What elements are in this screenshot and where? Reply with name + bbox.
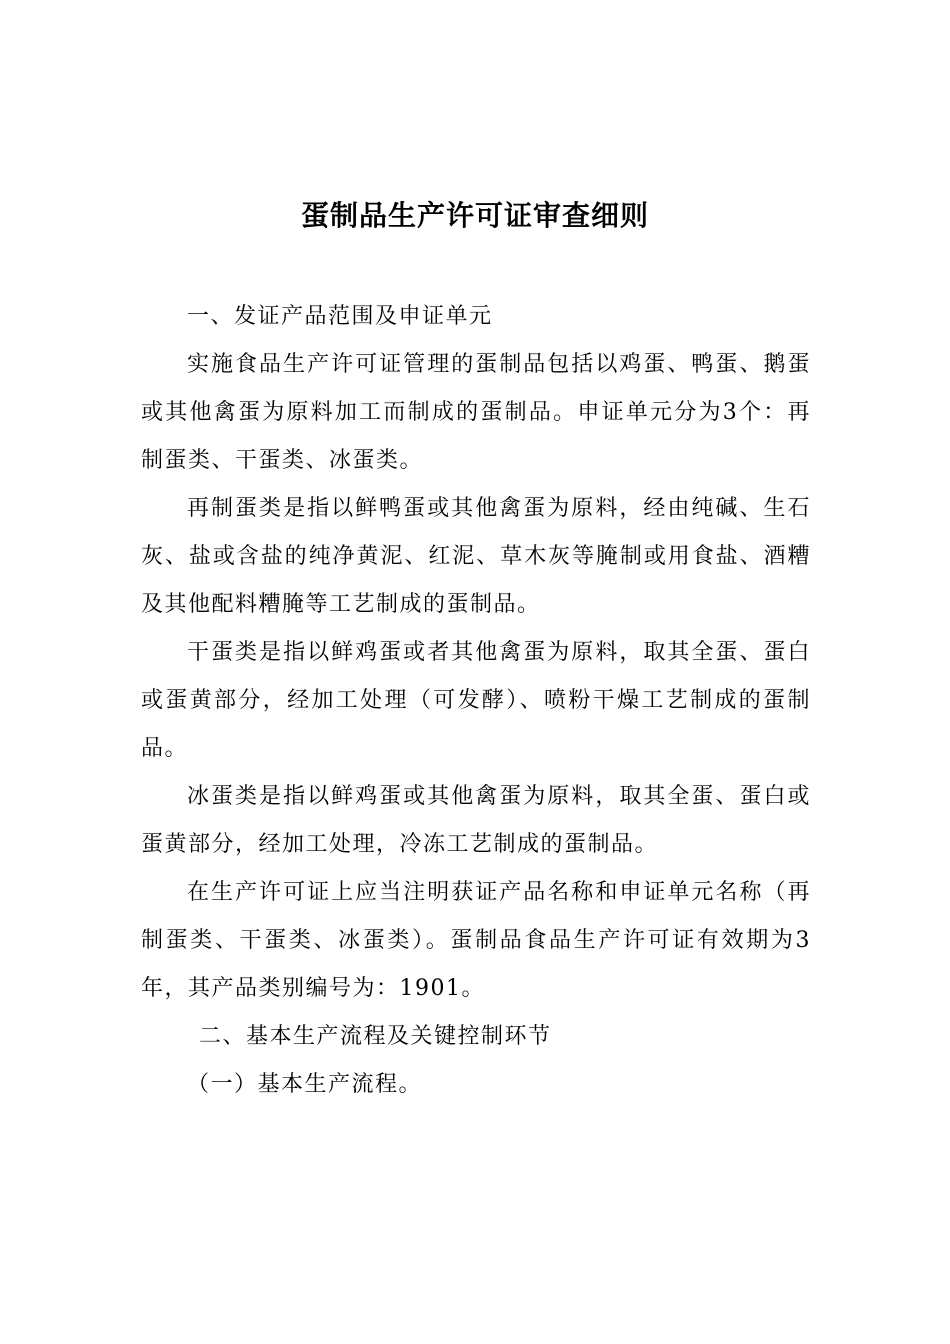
paragraph-dried-eggs: 干蛋类是指以鲜鸡蛋或者其他禽蛋为原料，取其全蛋、蛋白或蛋黄部分，经加工处理（可发酵）、喷粉干燥工艺制成的蛋制品。 — [141, 640, 811, 761]
subsection-heading-basic-process: （一）基本生产流程。 — [187, 1072, 423, 1097]
section-heading-scope: 一、发证产品范围及申证单元 — [187, 304, 493, 329]
paragraph-frozen-eggs: 冰蛋类是指以鲜鸡蛋或其他禽蛋为原料，取其全蛋、蛋白或蛋黄部分，经加工处理，冷冻工艺制成的蛋制品。 — [141, 784, 811, 857]
paragraph-reprocessed-eggs: 再制蛋类是指以鲜鸭蛋或其他禽蛋为原料，经由纯碱、生石灰、盐或含盐的纯净黄泥、红泥、草木灰等腌制或用食盐、酒糟及其他配料糟腌等工艺制成的蛋制品。 — [141, 496, 811, 617]
section-heading-process: 二、基本生产流程及关键控制环节 — [199, 1024, 552, 1049]
document-title: 蛋制品生产许可证审查细则 — [300, 199, 649, 232]
paragraph-license-details: 在生产许可证上应当注明获证产品名称和申证单元名称（再制蛋类、干蛋类、冰蛋类）。蛋制品食品生产许可证有效期为3年，其产品类别编号为：1901。 — [141, 880, 811, 1001]
paragraph-scope-overview: 实施食品生产许可证管理的蛋制品包括以鸡蛋、鸭蛋、鹅蛋或其他禽蛋为原料加工而制成的蛋制品。申证单元分为3个：再制蛋类、干蛋类、冰蛋类。 — [141, 352, 811, 473]
document-body — [141, 293, 811, 1109]
